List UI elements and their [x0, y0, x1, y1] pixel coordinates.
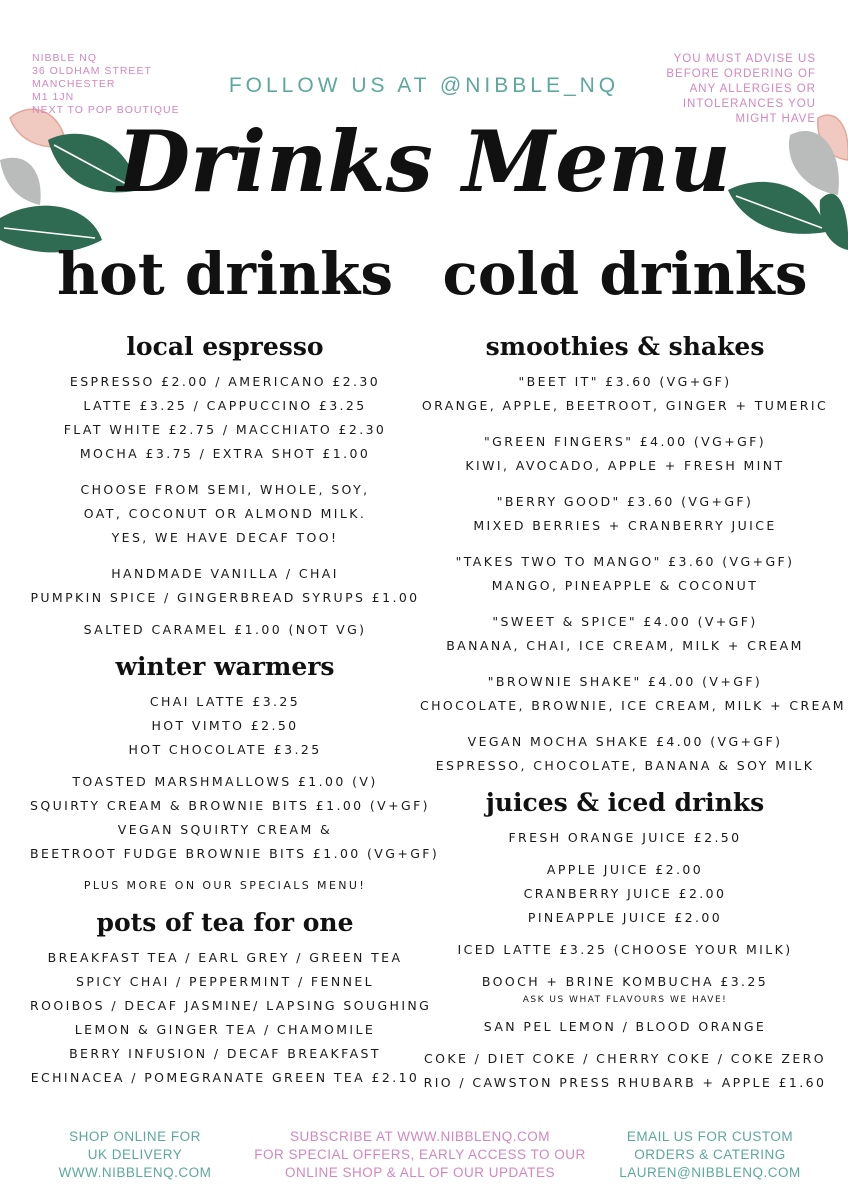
footer-line: ORDERS & CATERING [634, 1147, 786, 1162]
allergy-line: BEFORE ORDERING OF [666, 68, 816, 80]
section-title-local-espresso: local espresso [126, 332, 324, 361]
smoothie-ingredients: CHOCOLATE, BROWNIE, ICE CREAM, MILK + CREAM [420, 698, 846, 713]
allergy-line: MIGHT HAVE [735, 113, 816, 125]
address-line: M1 1JN [32, 91, 75, 103]
menu-line: BOOCH + BRINE KOMBUCHA £3.25 [481, 974, 769, 989]
footer-line: SHOP ONLINE FOR [69, 1129, 201, 1144]
section-title-winter-warmers: winter warmers [115, 652, 335, 681]
footer-subscribe-link[interactable]: SUBSCRIBE AT WWW.NIBBLENQ.COM [289, 1129, 551, 1144]
menu-line: CHAI LATTE £3.25 [149, 694, 301, 709]
smoothie-name: "BROWNIE SHAKE" £4.00 (V+GF) [487, 674, 763, 689]
section-title-pots-of-tea: pots of tea for one [96, 908, 354, 937]
allergy-line: YOU MUST ADVISE US [673, 53, 816, 65]
footer-line: ONLINE SHOP & ALL OF OUR UPDATES [284, 1165, 556, 1180]
menu-line: SPICY CHAI / PEPPERMINT / FENNEL [76, 974, 374, 989]
menu-line: MOCHA £3.75 / EXTRA SHOT £1.00 [79, 446, 371, 461]
follow-us-banner: FOLLOW US AT @NIBBLE_NQ [228, 74, 620, 97]
smoothie-ingredients: BANANA, CHAI, ICE CREAM, MILK + CREAM [446, 638, 804, 653]
smoothie-name: "SWEET & SPICE" £4.00 (V+GF) [492, 614, 758, 629]
menu-line: APPLE JUICE £2.00 [546, 862, 704, 877]
menu-line: RIO / CAWSTON PRESS RHUBARB + APPLE £1.60 [423, 1075, 827, 1090]
cold-drinks-heading: cold drinks [442, 240, 808, 308]
smoothie-name: "GREEN FINGERS" £4.00 (VG+GF) [483, 434, 767, 449]
menu-line: OAT, COCONUT OR ALMOND MILK. [83, 506, 367, 521]
address-line: NEXT TO POP BOUTIQUE [32, 104, 180, 116]
menu-line: HOT CHOCOLATE £3.25 [128, 742, 322, 757]
menu-line: BEETROOT FUDGE BROWNIE BITS £1.00 (VG+GF) [30, 846, 440, 861]
smoothie-name: "TAKES TWO TO MANGO" £3.60 (VG+GF) [455, 554, 795, 569]
menu-line: HOT VIMTO £2.50 [151, 718, 299, 733]
menu-line: LATTE £3.25 / CAPPUCCINO £3.25 [83, 398, 367, 413]
menu-line: SALTED CARAMEL £1.00 (NOT VG) [83, 622, 367, 637]
footer-line: EMAIL US FOR CUSTOM [626, 1129, 794, 1144]
smoothie-name: "BEET IT" £3.60 (VG+GF) [518, 374, 732, 389]
menu-line: CRANBERRY JUICE £2.00 [523, 886, 727, 901]
menu-line: PINEAPPLE JUICE £2.00 [527, 910, 723, 925]
address-line: MANCHESTER [32, 78, 116, 90]
address-line: 36 OLDHAM STREET [32, 65, 152, 77]
menu-line: TOASTED MARSHMALLOWS £1.00 (V) [72, 774, 378, 789]
menu-line: SAN PEL LEMON / BLOOD ORANGE [483, 1019, 767, 1034]
footer-line: FOR SPECIAL OFFERS, EARLY ACCESS TO OUR [254, 1147, 586, 1162]
footer-website-link[interactable]: WWW.NIBBLENQ.COM [58, 1165, 212, 1180]
menu-line: HANDMADE VANILLA / CHAI [111, 566, 339, 581]
menu-line: CHOOSE FROM SEMI, WHOLE, SOY, [80, 482, 370, 497]
menu-line: YES, WE HAVE DECAF TOO! [111, 530, 339, 545]
section-title-smoothies-shakes: smoothies & shakes [485, 332, 765, 361]
menu-line: PUMPKIN SPICE / GINGERBREAD SYRUPS £1.00 [30, 590, 420, 605]
smoothie-ingredients: ESPRESSO, CHOCOLATE, BANANA & SOY MILK [435, 758, 815, 773]
smoothie-name: "BERRY GOOD" £3.60 (VG+GF) [496, 494, 754, 509]
menu-line: COKE / DIET COKE / CHERRY COKE / COKE ZERO [424, 1051, 826, 1066]
smoothie-ingredients: MANGO, PINEAPPLE & COCONUT [491, 578, 759, 593]
hot-drinks-column [30, 330, 440, 1090]
smoothie-ingredients: KIWI, AVOCADO, APPLE + FRESH MINT [465, 458, 785, 473]
cold-drinks-column [420, 330, 846, 1095]
smoothie-name: VEGAN MOCHA SHAKE £4.00 (VG+GF) [467, 734, 783, 749]
menu-line: SQUIRTY CREAM & BROWNIE BITS £1.00 (V+GF) [30, 798, 430, 813]
footer-email [600, 1128, 820, 1182]
smoothie-ingredients: ORANGE, APPLE, BEETROOT, GINGER + TUMERIC [421, 398, 829, 413]
smoothie-ingredients: MIXED BERRIES + CRANBERRY JUICE [473, 518, 777, 533]
section-title-juices-iced: juices & iced drinks [485, 788, 765, 817]
menu-line: VEGAN SQUIRTY CREAM & [117, 822, 333, 837]
menu-line: ECHINACEA / POMEGRANATE GREEN TEA £2.10 [30, 1070, 420, 1085]
menu-line: PLUS MORE ON OUR SPECIALS MENU! [83, 879, 367, 892]
menu-line: ESPRESSO £2.00 / AMERICANO £2.30 [69, 374, 381, 389]
footer-email-link[interactable]: LAUREN@NIBBLENQ.COM [619, 1165, 801, 1180]
footer-subscribe [250, 1128, 590, 1182]
allergy-line: ANY ALLERGIES OR [689, 83, 816, 95]
hot-drinks-heading: hot drinks [57, 240, 393, 308]
allergy-line: INTOLERANCES YOU [682, 98, 816, 110]
footer-shop-online [40, 1128, 230, 1182]
menu-line: ROOIBOS / DECAF JASMINE/ LAPSING SOUGHING [30, 998, 432, 1013]
kombucha-note: ASK US WHAT FLAVOURS WE HAVE! [522, 995, 728, 1005]
menu-line: BREAKFAST TEA / EARL GREY / GREEN TEA [47, 950, 403, 965]
address-line: NIBBLE NQ [32, 52, 98, 64]
menu-line: FRESH ORANGE JUICE £2.50 [508, 830, 742, 845]
menu-line: FLAT WHITE £2.75 / MACCHIATO £2.30 [63, 422, 387, 437]
page-title: Drinks Menu [117, 112, 731, 211]
footer-line: UK DELIVERY [87, 1147, 183, 1162]
menu-line: BERRY INFUSION / DECAF BREAKFAST [69, 1046, 381, 1061]
menu-line: LEMON & GINGER TEA / CHAMOMILE [74, 1022, 376, 1037]
menu-line: ICED LATTE £3.25 (CHOOSE YOUR MILK) [457, 942, 793, 957]
